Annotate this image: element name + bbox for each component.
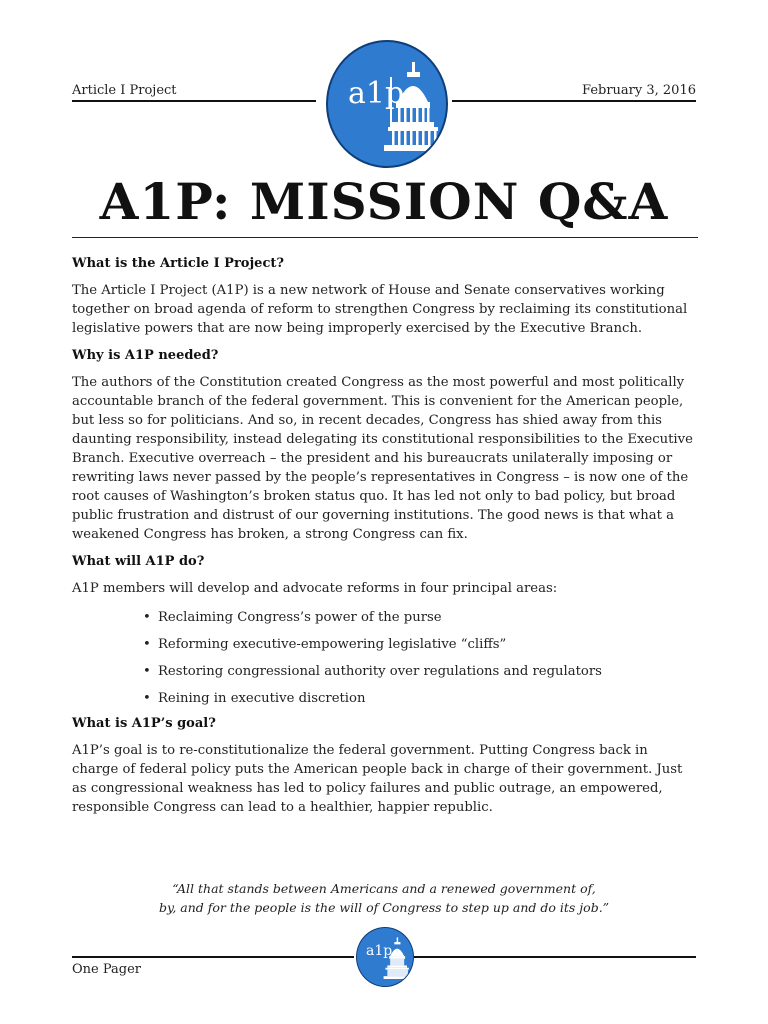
header-org: Article I Project (72, 83, 177, 98)
question-2: Why is A1P needed? (72, 348, 219, 363)
answer-4: A1P’s goal is to re-constitutionalize the federal government. Putting Congress back in charge of federal policy puts the American people back in charge of their government. Just as congressional weakness has led to policy failures and public outrage, an empowered, responsible Congress can lead to a healthier, happier republic. (72, 743, 683, 815)
answer-1: The Article I Project (A1P) is a new network of House and Senate conservatives working together on broad agenda of reform to strengthen Congress by reclaiming its constitutional legislative powers that are now being improperly exercised by the Executive Branch. (72, 283, 688, 336)
list-item: • Reining in executive discretion (158, 689, 698, 708)
footer-rule-right (414, 956, 696, 958)
closing-quote (0, 879, 768, 917)
list-item: • Reclaiming Congress’s power of the purse (158, 608, 698, 627)
quote-line-1: “All that stands between Americans and a renewed government of, (172, 881, 596, 896)
question-1: What is the Article I Project? (72, 256, 284, 271)
answer-3: A1P members will develop and advocate reforms in four principal areas: (72, 581, 558, 596)
page-title: A1P: MISSION Q&A (99, 172, 669, 231)
logo-text: a1p (348, 76, 405, 111)
footer-label: One Pager (72, 962, 141, 977)
qa-content (72, 256, 698, 827)
question-4: What is A1P’s goal? (72, 716, 216, 731)
header-date: February 3, 2016 (582, 83, 696, 98)
footer-logo (356, 927, 414, 987)
list-item: • Restoring congressional authority over regulations and regulators (158, 662, 698, 681)
quote-line-2: by, and for the people is the will of Congress to step up and do its job.” (158, 900, 610, 915)
question-3: What will A1P do? (72, 554, 205, 569)
footer-logo-text: a1p (366, 943, 393, 959)
principal-areas-list (72, 608, 698, 708)
footer-rule-left (72, 956, 354, 958)
header-rule-right (452, 100, 696, 102)
list-item: • Reforming executive-empowering legislative “cliffs” (158, 635, 698, 654)
answer-2: The authors of the Constitution created Congress as the most powerful and most politically accountable branch of the federal government. This is convenient for the American people, but less so for politicians. And so, in recent decades, Congress has shied away from this daunting responsibility, instead delegating its constitutional responsibilities to the Executive Branch. Executive overreach – the president and his bureaucrats unilaterally imposing or rewriting laws never passed by the people’s representatives in Congress – is now one of the root causes of Washington’s broken status quo. It has led not only to bad policy, but broad public frustration and distrust of our governing institutions. The good news is that what a weakened Congress has broken, a strong Congress can fix. (72, 375, 693, 542)
a1p-logo (326, 40, 448, 168)
header-rule-left (72, 100, 316, 102)
title-rule (72, 237, 698, 238)
